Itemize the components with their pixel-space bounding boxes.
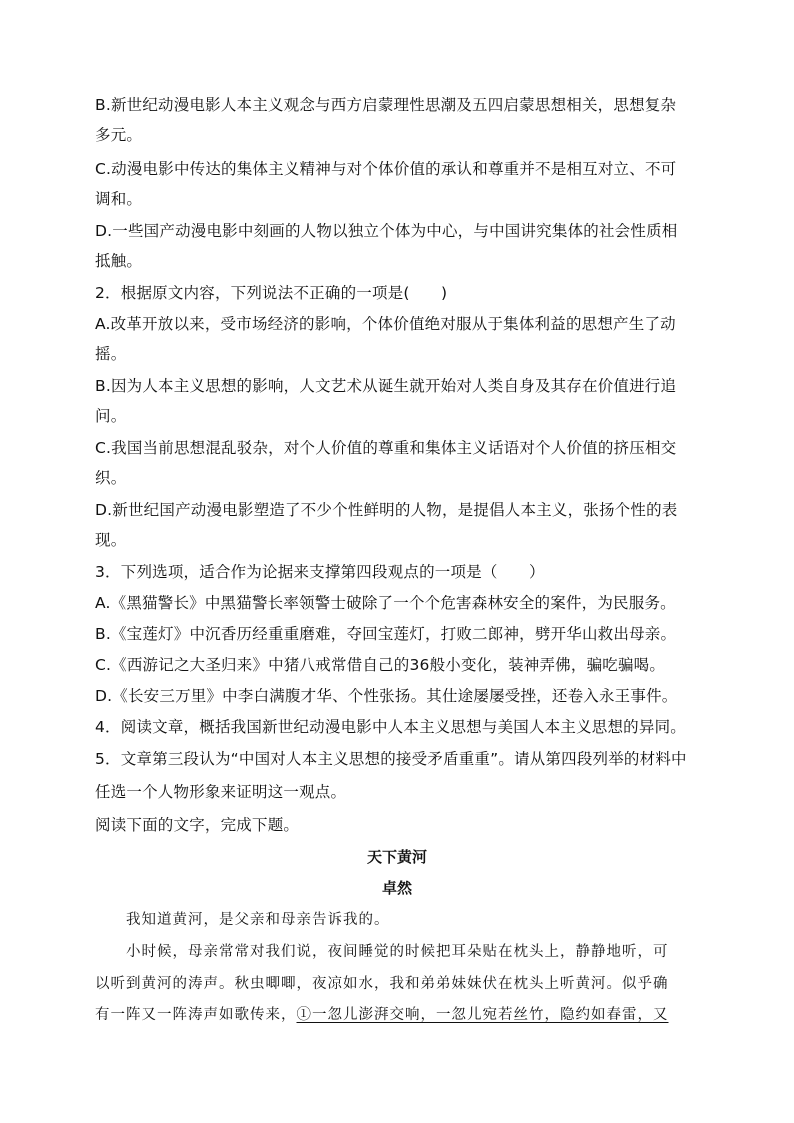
q2-stem: 2．根据原文内容，下列说法不正确的一项是( ) [95,284,448,302]
q2-option-b-line2: 问。 [95,407,127,425]
q2-option-a-line2: 摇。 [95,345,127,363]
passage-paragraph-2-line3 [95,1005,705,1025]
passage-title: 天下黄河 [366,848,427,866]
passage-paragraph-2-line2: 以听到黄河的涛声。秋虫唧唧，夜凉如水，我和弟弟妹妹伏在枕头上听黄河。似乎确 [95,976,669,992]
q3-option-d: D.《长安三万里》中李白满腹才华、个性张扬。其仕途屡屡受挫，还卷入永王事件。 [95,687,678,705]
passage-author: 卓然 [381,879,412,897]
q1-option-b-line2: 多元。 [95,126,143,144]
q2-option-c-line2: 织。 [95,469,127,487]
q5-stem-line1: 5．文章第三段认为“中国对人本主义思想的接受矛盾重重”。请从第四段列举的材料中 [95,750,687,768]
q2-option-d-line2: 现。 [95,531,127,549]
reading-instruction: 阅读下面的文字，完成下题。 [95,816,300,834]
q3-option-c: C.《西游记之大圣归来》中猪八戒常借自己的36般小变化，装神弄佛，骗吃骗喝。 [95,656,666,674]
q5-stem-line2: 任选一个人物形象来证明这一观点。 [95,783,347,801]
q1-option-d-line1: D.一些国产动漫电影中刻画的人物以独立个体为中心，与中国讲究集体的社会性质相 [95,222,678,240]
passage-paragraph-1: 我知道黄河，是父亲和母亲告诉我的。 [126,912,390,928]
q2-option-c-line1: C.我国当前思想混乱驳杂，对个人价值的尊重和集体主义话语对个人价值的挤压相交 [95,439,677,457]
q1-option-c-line2: 调和。 [95,190,143,208]
q1-option-b-line1: B.新世纪动漫电影人本主义观念与西方启蒙理性思潮及五四启蒙思想相关，思想复杂 [95,96,677,114]
q1-option-c-line1: C.动漫电影中传达的集体主义精神与对个体价值的承认和尊重并不是相互对立、不可 [95,160,677,178]
q2-option-b-line1: B.因为人本主义思想的影响，人文艺术从诞生就开始对人类自身及其存在价值进行追 [95,377,677,395]
underlined-sentence-1: ①一忽儿澎湃交响，一忽儿宛若丝竹，隐约如春雷，又 [296,1007,669,1023]
q4-stem: 4．阅读文章，概括我国新世纪动漫电影中人本主义思想与美国人本主义思想的异同。 [95,718,686,736]
passage-line3-prefix: 有一阵又一阵涛声如歌传来， [95,1007,297,1023]
q3-stem: 3．下列选项，适合作为论据来支撑第四段观点的一项是（ ） [95,563,545,581]
q1-option-d-line2: 抵触。 [95,252,143,270]
passage-paragraph-2-line1: 小时候，母亲常常对我们说，夜间睡觉的时候把耳朵贴在枕头上，静静地听，可 [126,944,669,960]
q3-option-b: B.《宝莲灯》中沉香历经重重磨难，夺回宝莲灯，打败二郎神，劈开华山救出母亲。 [95,625,677,643]
q3-option-a: A.《黑猫警长》中黑猫警长率领警士破除了一个个危害森林安全的案件，为民服务。 [95,594,676,612]
q2-option-a-line1: A.改革开放以来，受市场经济的影响，个体价值绝对服从于集体利益的思想产生了动 [95,315,676,333]
q2-option-d-line1: D.新世纪国产动漫电影塑造了不少个性鲜明的人物，是提倡人本主义，张扬个性的表 [95,501,678,519]
